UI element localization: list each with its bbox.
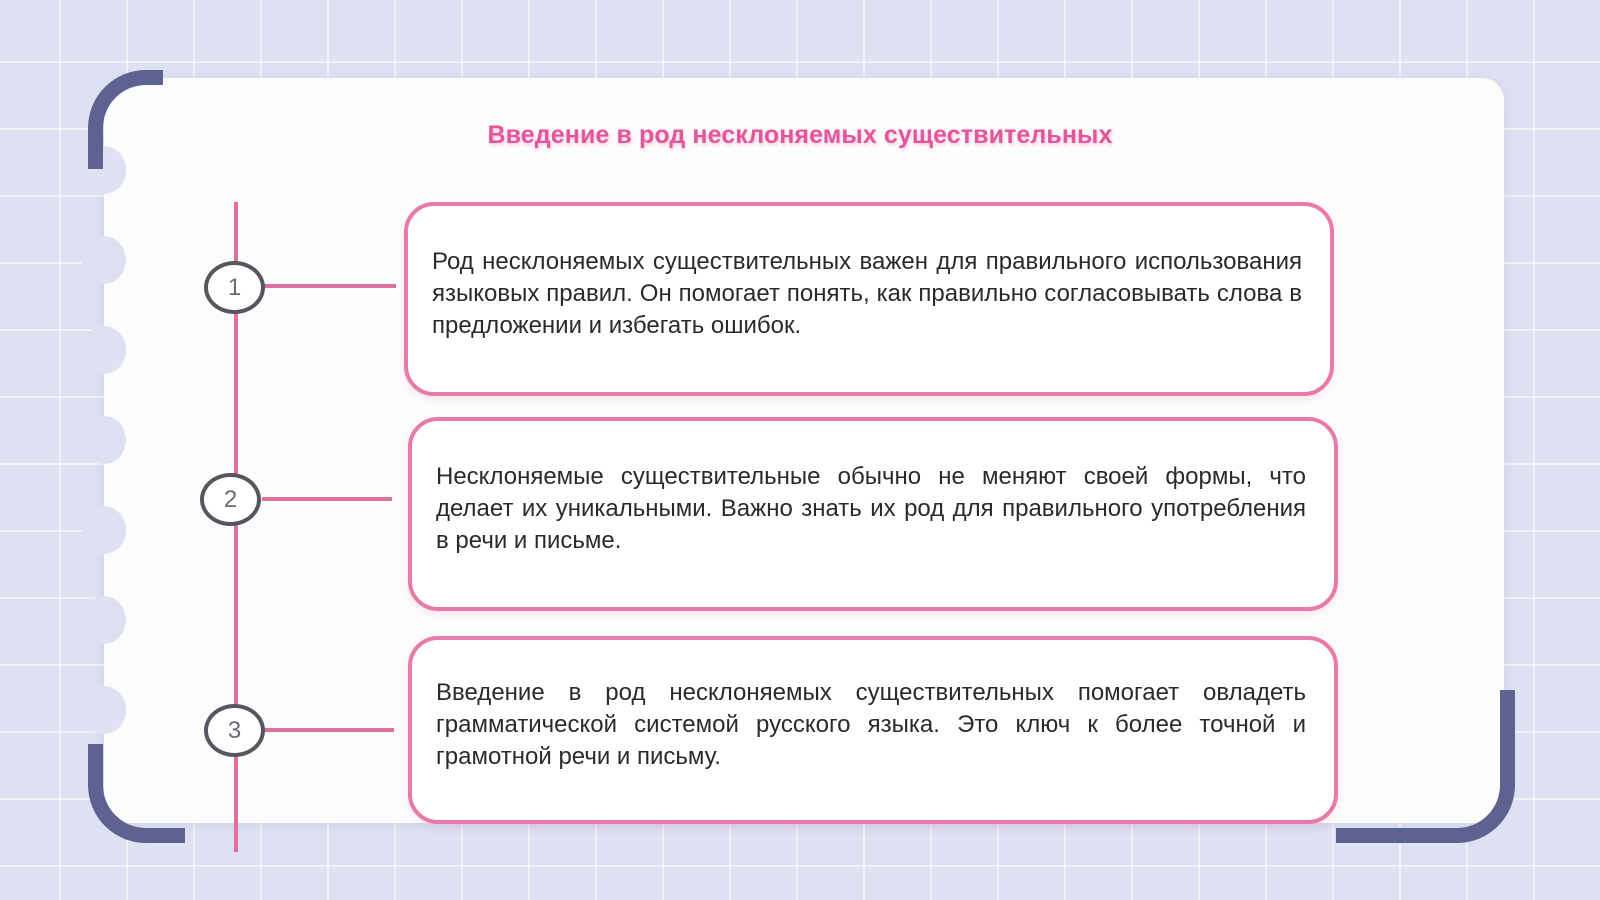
corner-bracket-top-left bbox=[88, 70, 163, 169]
paper-notch bbox=[82, 236, 126, 284]
step-number-2: 2 bbox=[200, 473, 261, 526]
step-card-text: Несклоняемые существительные обычно не меняют своей формы, что делает их уникальными. Важно знать их род для правильного употребления в речи и письме. bbox=[436, 463, 1306, 554]
step-card-3 bbox=[408, 636, 1338, 824]
step-card-text: Род несклоняемых существительных важен для правильного использования языковых правил. Он помогает понять, как правильно согласовывать слова в предложении и избегать ошибок. bbox=[432, 248, 1302, 339]
step-card-2 bbox=[408, 417, 1338, 611]
timeline-connector bbox=[262, 497, 392, 501]
timeline-connector bbox=[264, 728, 394, 732]
corner-bracket-bottom-left bbox=[88, 744, 185, 843]
step-card-text: Введение в род несклоняемых существительных помогает овладеть грамматической системой русского языка. Это ключ к более точной и грамотной речи и письму. bbox=[436, 679, 1306, 770]
paper-notch bbox=[82, 506, 126, 554]
corner-bracket-bottom-right bbox=[1336, 690, 1515, 843]
step-number-1: 1 bbox=[204, 261, 265, 314]
step-number-3: 3 bbox=[204, 704, 265, 757]
paper-notch bbox=[82, 686, 126, 734]
step-card-1 bbox=[404, 202, 1334, 396]
paper-notch bbox=[82, 596, 126, 644]
paper-notch bbox=[82, 416, 126, 464]
timeline-connector bbox=[264, 284, 396, 288]
slide-title: Введение в род несклоняемых существительных bbox=[487, 121, 1113, 149]
paper-notch bbox=[82, 326, 126, 374]
